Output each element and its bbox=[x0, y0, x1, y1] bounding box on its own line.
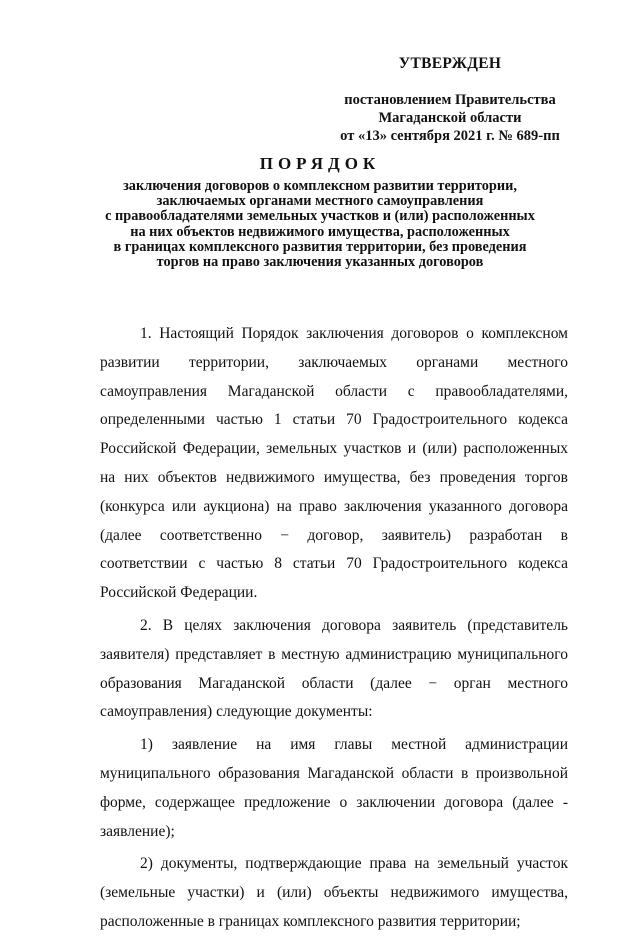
subtitle-line: заключаемых органами местного самоуправления bbox=[156, 193, 484, 210]
subtitle-line: в границах комплексного развития территории, без проведения bbox=[113, 238, 527, 255]
subtitle-line: заключения договоров о комплексном развитии территории, bbox=[123, 178, 517, 194]
document-body bbox=[100, 320, 568, 941]
subtitle-line: торгов на право заключения указанных договоров bbox=[156, 254, 484, 271]
approved-heading: УТВЕРЖДЕН bbox=[398, 55, 502, 72]
paragraph-1: 1. Настоящий Порядок заключения договоров о комплексном развитии территории, заключаемых органами местного самоуправления Магаданской области с правообладателями, определенными частью 1 статьи 70 Градостроительного кодекса Российской Федерации, земельных участков и (или) расположенных на них объектов недвижимого имущества, без проведения торгов (конкурса или аукциона) на право заключения указанного договора (далее соответственно − договор, заявитель) разработан в соответствии с частью 8 статьи 70 Градостроительного кодекса Российской Федерации. bbox=[100, 325, 568, 602]
approval-stamp bbox=[300, 55, 600, 145]
document-title: ПОРЯДОК bbox=[259, 154, 381, 173]
approval-line-1: постановлением Правительства bbox=[344, 92, 556, 108]
approval-line-2: Магаданской области bbox=[378, 110, 522, 126]
approval-line-3: от «13» сентября 2021 г. № 689-пп bbox=[340, 128, 560, 144]
subtitle-line: на них объектов недвижимого имущества, расположенных bbox=[130, 223, 510, 240]
paragraph-item-2: 2) документы, подтверждающие права на земельный участок (земельные участки) и (или) объекты недвижимого имущества, расположенные в границах комплексного развития территории; bbox=[100, 855, 568, 930]
paragraph-2: 2. В целях заключения договора заявитель (представитель заявителя) представляет в местную администрацию муниципального образования Магаданской области (далее − орган местного самоуправления) следующие документы: bbox=[100, 616, 568, 721]
subtitle-line: с правообладателями земельных участков и (или) расположенных bbox=[105, 208, 535, 225]
paragraph-item-1: 1) заявление на имя главы местной администрации муниципального образования Магаданской области в произвольной форме, содержащее предложение о заключении договора (далее - заявление); bbox=[100, 736, 568, 840]
document-subtitle bbox=[90, 179, 550, 270]
